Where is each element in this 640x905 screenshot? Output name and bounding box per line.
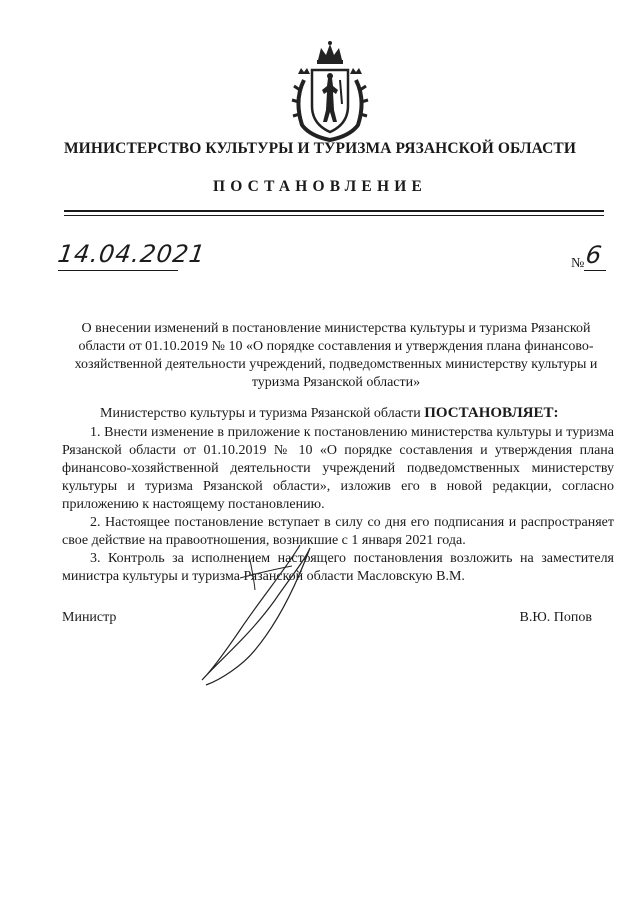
coat-of-arms-emblem	[290, 40, 370, 145]
decree-keyword: ПОСТАНОВЛЯЕТ:	[424, 405, 559, 421]
intro-paragraph	[62, 404, 614, 423]
header-rule-thick	[64, 210, 604, 212]
signer-name: В.Ю. Попов	[519, 610, 592, 625]
document-type-title: ПОСТАНОВЛЕНИЕ	[212, 178, 428, 195]
number-underline	[584, 270, 606, 271]
document-subject: О внесении изменений в постановление министерства культуры и туризма Рязанской области от 01.10.2019 № 10 «О порядке составления и утверждения плана финансово-хозяйственной деятельности учреждений, подведомственных министерству культуры и туризма Рязанской области»	[74, 321, 598, 390]
handwritten-signature	[180, 540, 340, 690]
date-underline	[58, 270, 178, 271]
organization-name: МИНИСТЕРСТВО КУЛЬТУРЫ И ТУРИЗМА РЯЗАНСКОЙ ОБЛАСТИ	[63, 140, 577, 157]
body-item-3: 3. Контроль за исполнением настоящего постановления возложить на заместителя министра культуры и туризма Рязанской области Масловскую В.М.	[62, 551, 614, 584]
body-item-2: 2. Настоящее постановление вступает в силу со дня его подписания и распространяет свое действие на правоотношения, возникшие с 1 января 2021 года.	[62, 515, 614, 548]
header-rule-thin	[64, 215, 604, 216]
document-date: 14.04.2021	[56, 240, 208, 268]
number-sign: №	[571, 256, 585, 271]
signer-position: Министр	[62, 610, 117, 625]
body-item-1: 1. Внести изменение в приложение к постановлению министерства культуры и туризма Рязанской области от 01.10.2019 № 10 «О порядке составления и утверждения плана финансово-хозяйственной деятельности учреждений подведомственных министерству культуры и туризма Рязанской области», изложив его в новой редакции, согласно приложению к настоящему постановлению.	[62, 425, 614, 512]
document-number: 6	[584, 241, 604, 269]
intro-text: Министерство культуры и туризма Рязанской области	[100, 406, 425, 421]
